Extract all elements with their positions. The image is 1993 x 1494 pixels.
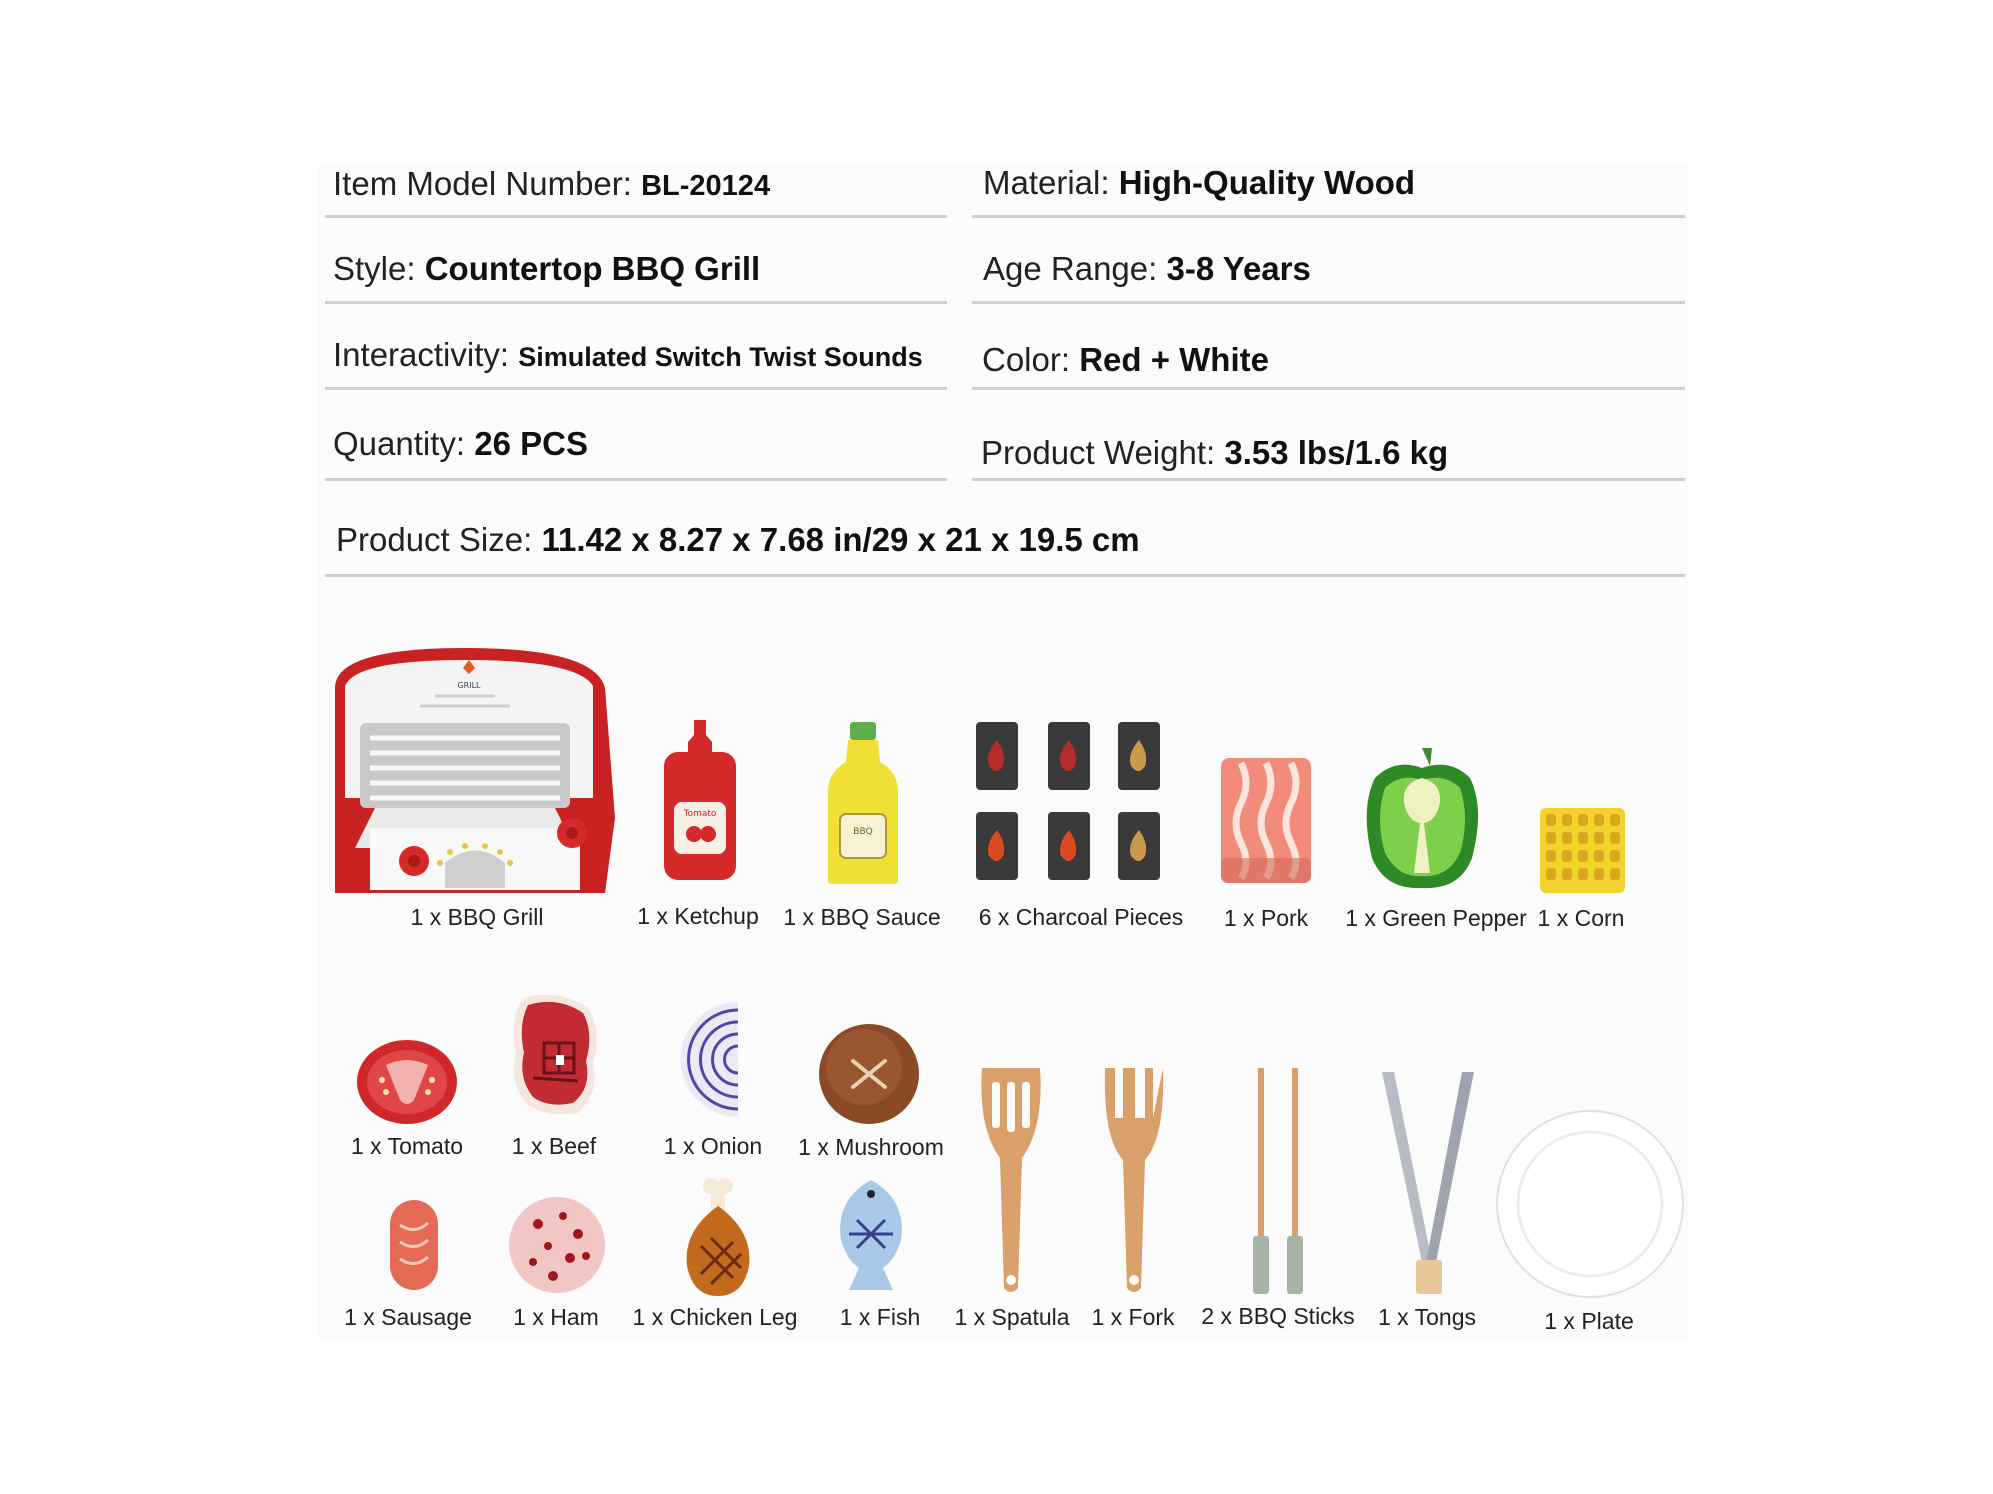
caption-chicken-leg: 1 x Chicken Leg — [632, 1304, 798, 1330]
caption-fork: 1 x Fork — [1091, 1304, 1175, 1330]
spec-label: Product Weight: — [981, 434, 1216, 471]
spec-label: Interactivity: — [333, 336, 510, 373]
caption-charcoal: 6 x Charcoal Pieces — [978, 904, 1184, 930]
spec-label: Style: — [333, 250, 416, 287]
divider — [972, 215, 1685, 218]
spec-quantity — [333, 425, 588, 463]
green-pepper-image — [1360, 748, 1485, 890]
sausage-image — [390, 1200, 438, 1290]
spec-label: Age Range: — [983, 250, 1158, 287]
divider — [972, 478, 1685, 481]
caption-fish: 1 x Fish — [839, 1304, 921, 1330]
spec-value: Simulated Switch Twist Sounds — [518, 342, 923, 372]
spec-style — [333, 250, 760, 288]
caption-tomato: 1 x Tomato — [350, 1133, 464, 1159]
divider — [325, 215, 947, 218]
chicken-leg-image — [683, 1176, 753, 1296]
onion-image — [680, 1002, 740, 1117]
tomato-image — [356, 1040, 458, 1125]
fish-image — [835, 1180, 907, 1292]
caption-ham: 1 x Ham — [513, 1304, 599, 1330]
beef-image — [508, 993, 600, 1118]
pork-image — [1221, 758, 1311, 883]
spec-value: 11.42 x 8.27 x 7.68 in/29 x 21 x 19.5 cm — [541, 521, 1140, 558]
corn-image — [1540, 808, 1625, 893]
charcoal-pieces-image — [976, 722, 1161, 882]
caption-spatula: 1 x Spatula — [954, 1304, 1070, 1330]
sauce-label-text: BBQ — [853, 827, 873, 837]
bbq-sticks-image — [1250, 1068, 1306, 1296]
spec-value: 26 PCS — [474, 425, 588, 462]
spec-label: Quantity: — [333, 425, 466, 462]
caption-beef: 1 x Beef — [511, 1133, 597, 1159]
spec-weight — [981, 434, 1448, 472]
spec-label: Material: — [983, 164, 1110, 201]
mushroom-image — [818, 1023, 920, 1125]
divider — [325, 574, 1685, 577]
spec-label: Color: — [982, 341, 1071, 378]
divider — [972, 387, 1685, 390]
caption-onion: 1 x Onion — [663, 1133, 763, 1159]
caption-mushroom: 1 x Mushroom — [798, 1134, 944, 1160]
caption-sausage: 1 x Sausage — [344, 1304, 472, 1330]
spec-model — [333, 165, 770, 203]
spatula-image — [978, 1068, 1044, 1296]
tongs-image — [1382, 1072, 1474, 1294]
grill-logo-text: GRILL — [457, 681, 481, 690]
caption-plate: 1 x Plate — [1544, 1308, 1634, 1334]
plate-image — [1496, 1110, 1684, 1298]
spec-value: Red + White — [1079, 341, 1269, 378]
spec-value: 3-8 Years — [1166, 250, 1311, 287]
caption-green-pepper: 1 x Green Pepper — [1345, 905, 1527, 931]
divider — [325, 478, 947, 481]
caption-bbq-sticks: 2 x BBQ Sticks — [1201, 1303, 1355, 1329]
spec-value: BL-20124 — [641, 170, 771, 202]
caption-bbq-sauce: 1 x BBQ Sauce — [783, 904, 941, 930]
spec-label: Item Model Number: — [333, 165, 632, 202]
ham-image — [508, 1196, 606, 1294]
caption-tongs: 1 x Tongs — [1377, 1304, 1477, 1330]
spec-label: Product Size: — [336, 521, 533, 558]
ketchup-label-text: Tomato — [683, 809, 717, 819]
caption-bbq-grill: 1 x BBQ Grill — [410, 904, 544, 930]
spec-size — [336, 521, 1140, 559]
spec-value: Countertop BBQ Grill — [424, 250, 761, 287]
spec-value: 3.53 lbs/1.6 kg — [1224, 434, 1449, 471]
spec-color — [982, 341, 1269, 379]
fork-image — [1103, 1068, 1165, 1296]
divider — [325, 301, 947, 304]
bbq-sauce-image — [828, 722, 898, 884]
spec-age — [983, 250, 1311, 288]
divider — [325, 387, 947, 390]
ketchup-image — [660, 720, 740, 880]
spec-material — [983, 164, 1415, 202]
spec-value: High-Quality Wood — [1118, 164, 1416, 201]
caption-corn: 1 x Corn — [1537, 905, 1625, 931]
caption-ketchup: 1 x Ketchup — [637, 903, 759, 929]
spec-interactivity — [333, 336, 923, 374]
caption-pork: 1 x Pork — [1223, 905, 1309, 931]
bbq-grill-image — [315, 648, 615, 898]
divider — [972, 301, 1685, 304]
